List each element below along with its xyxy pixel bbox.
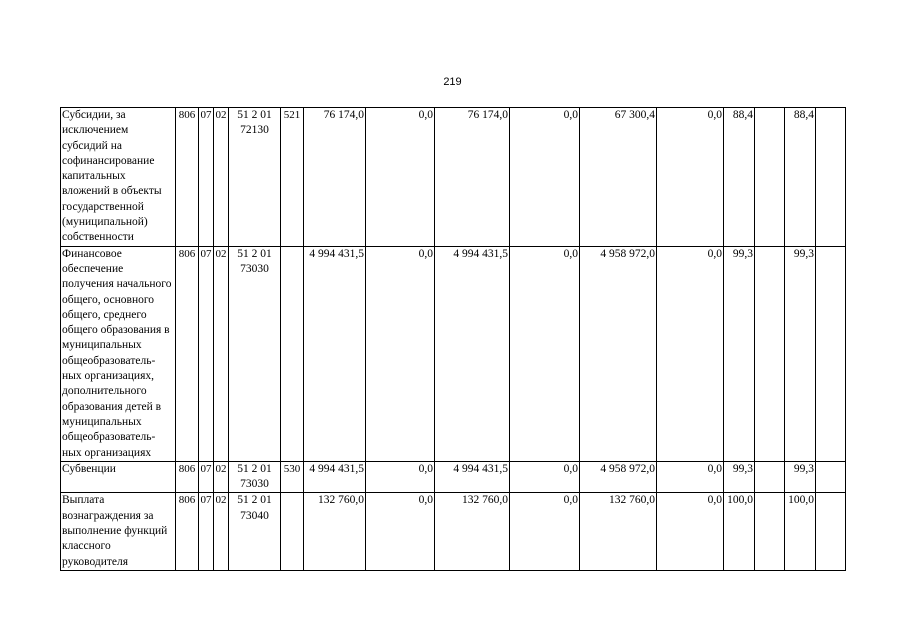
execution-percent-other-cell — [755, 493, 785, 570]
plan-other-cell: 0,0 — [366, 493, 435, 570]
empty-cell — [816, 461, 846, 493]
section-code-cell: 07 — [199, 461, 214, 493]
target-article-cell: 51 2 01 73030 — [229, 246, 281, 461]
page-number: 219 — [443, 76, 462, 88]
empty-cell — [816, 108, 846, 247]
plan-extra-cell: 0,0 — [510, 493, 580, 570]
subsection-code-cell: 02 — [214, 493, 229, 570]
table-row — [61, 246, 846, 461]
plan-amount-cell: 76 174,0 — [304, 108, 366, 247]
target-article-cell: 51 2 01 73040 — [229, 493, 281, 570]
plan-total-cell: 76 174,0 — [435, 108, 510, 247]
plan-other-cell: 0,0 — [366, 246, 435, 461]
item-name-cell: Субвенции — [61, 461, 176, 493]
plan-other-cell: 0,0 — [366, 108, 435, 247]
empty-cell — [816, 246, 846, 461]
item-name-cell: Финансовое обеспечение получения начального общего, основного общего, среднего общего образования в муниципальных общеобразователь-ных организациях, дополнительного образования детей в муниципальных общеобразователь-ных организациях — [61, 246, 176, 461]
plan-extra-cell: 0,0 — [510, 246, 580, 461]
actual-other-cell: 0,0 — [657, 461, 724, 493]
expense-type-cell: 521 — [281, 108, 304, 247]
plan-amount-cell: 132 760,0 — [304, 493, 366, 570]
section-code-cell: 07 — [199, 246, 214, 461]
execution-percent-other-cell — [755, 246, 785, 461]
execution-percent-total-cell: 100,0 — [785, 493, 816, 570]
plan-total-cell: 132 760,0 — [435, 493, 510, 570]
table-body — [61, 108, 846, 571]
execution-percent-cell: 99,3 — [724, 246, 755, 461]
ministry-code-cell: 806 — [176, 246, 199, 461]
execution-percent-cell: 88,4 — [724, 108, 755, 247]
actual-other-cell: 0,0 — [657, 493, 724, 570]
actual-amount-cell: 4 958 972,0 — [580, 246, 657, 461]
execution-percent-other-cell — [755, 461, 785, 493]
actual-amount-cell: 67 300,4 — [580, 108, 657, 247]
plan-total-cell: 4 994 431,5 — [435, 461, 510, 493]
expense-type-cell: 530 — [281, 461, 304, 493]
plan-amount-cell: 4 994 431,5 — [304, 461, 366, 493]
plan-amount-cell: 4 994 431,5 — [304, 246, 366, 461]
subsection-code-cell: 02 — [214, 108, 229, 247]
actual-other-cell: 0,0 — [657, 246, 724, 461]
execution-percent-cell: 99,3 — [724, 461, 755, 493]
actual-amount-cell: 132 760,0 — [580, 493, 657, 570]
execution-percent-total-cell: 88,4 — [785, 108, 816, 247]
target-article-cell: 51 2 01 72130 — [229, 108, 281, 247]
plan-extra-cell: 0,0 — [510, 108, 580, 247]
table-row — [61, 461, 846, 493]
plan-extra-cell: 0,0 — [510, 461, 580, 493]
plan-total-cell: 4 994 431,5 — [435, 246, 510, 461]
section-code-cell: 07 — [199, 108, 214, 247]
subsection-code-cell: 02 — [214, 246, 229, 461]
execution-percent-cell: 100,0 — [724, 493, 755, 570]
budget-execution-table — [60, 107, 846, 571]
plan-other-cell: 0,0 — [366, 461, 435, 493]
subsection-code-cell: 02 — [214, 461, 229, 493]
expense-type-cell — [281, 246, 304, 461]
execution-percent-total-cell: 99,3 — [785, 461, 816, 493]
item-name-cell: Выплата вознаграждения за выполнение функций классного руководителя — [61, 493, 176, 570]
empty-cell — [816, 493, 846, 570]
table-row — [61, 493, 846, 570]
expense-type-cell — [281, 493, 304, 570]
target-article-cell: 51 2 01 73030 — [229, 461, 281, 493]
table-row — [61, 108, 846, 247]
actual-amount-cell: 4 958 972,0 — [580, 461, 657, 493]
execution-percent-other-cell — [755, 108, 785, 247]
actual-other-cell: 0,0 — [657, 108, 724, 247]
ministry-code-cell: 806 — [176, 493, 199, 570]
section-code-cell: 07 — [199, 493, 214, 570]
ministry-code-cell: 806 — [176, 108, 199, 247]
execution-percent-total-cell: 99,3 — [785, 246, 816, 461]
ministry-code-cell: 806 — [176, 461, 199, 493]
item-name-cell: Субсидии, за исключением субсидий на софинансирование капитальных вложений в объекты государственной (муниципальной) собственности — [61, 108, 176, 247]
